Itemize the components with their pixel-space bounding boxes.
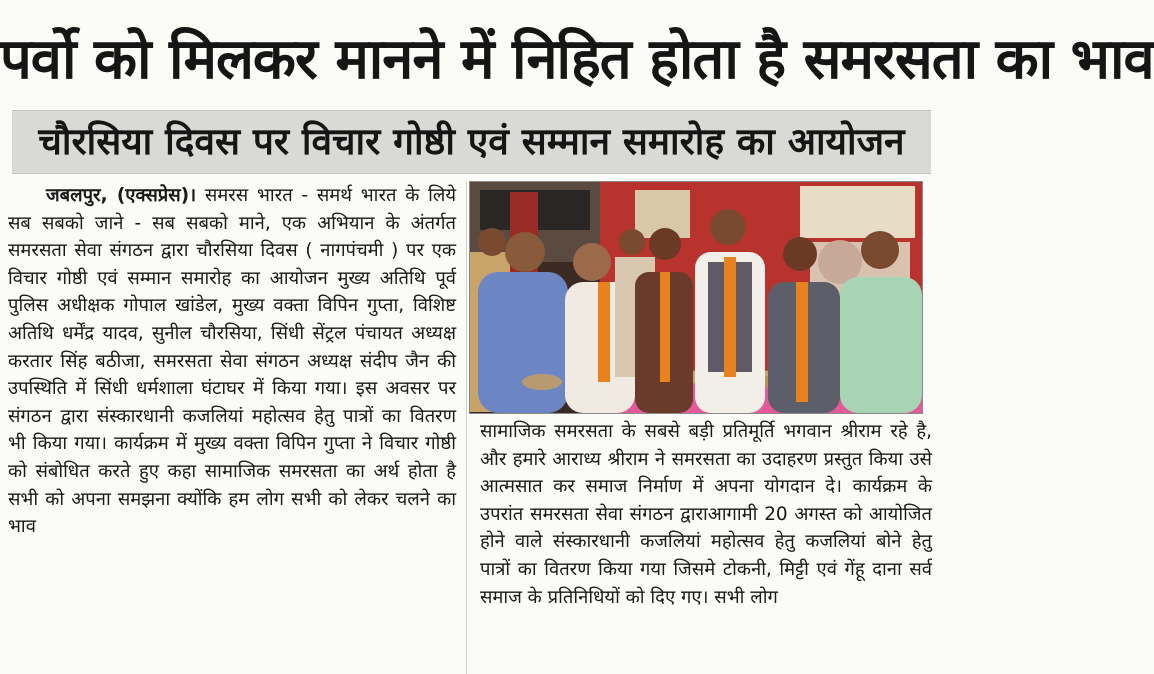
- article-text-left: समरस भारत - समर्थ भारत के लिये सब सबको जाने - सब सबको माने, एक अभियान के अंतर्गत समरसता सेवा संगठन द्वारा चौरसिया दिवस ( नागपंचमी ) पर एक विचार गोष्ठी एवं सम्मान समारोह का आयोजन मुख्य अतिथि पूर्व पुलिस अधीक्षक गोपाल खांडेल, मुख्य वक्ता विपिन गुप्ता, विशिष्ट अतिथि धर्मेंद्र यादव, सुनील चौरसिया, सिंधी सेंट्रल पंचायत अध्यक्ष करतार सिंह बठीजा, समरसता सेवा संगठन अध्यक्ष संदीप जैन की उपस्थिति में सिंधी धर्मशाला घंटाघर में किया गया। इस अवसर पर संगठन द्वारा संस्कारधानी कजलियां महोत्सव हेतु पात्रों का वितरण भी किया गया। कार्यक्रम में मुख्य वक्ता विपिन गुप्ता ने विचार गोष्ठी को संबोधित करते हुए कहा सामाजिक समरसता का अर्थ होता है सभी को अपना समझना क्योंकि हम लोग सभी को लेकर चलने का भाव: [8, 185, 456, 538]
- article-body-left: [8, 182, 456, 541]
- subheadline: चौरसिया दिवस पर विचार गोष्ठी एवं सम्मान समारोह का आयोजन: [38, 120, 905, 163]
- column-divider: [466, 182, 467, 674]
- dateline: जबलपुर, (एक्सप्रेस)।: [46, 185, 197, 206]
- subheadline-bar: [12, 110, 931, 174]
- article-column-right: [480, 418, 932, 674]
- event-photo: [469, 181, 923, 414]
- group-photo-icon: [470, 182, 922, 413]
- article-body-right: सामाजिक समरसता के सबसे बड़ी प्रतिमूर्ति भगवान श्रीराम रहे है, और हमारे आराध्य श्रीराम ने समरसता का उदाहरण प्रस्तुत किया उसे आत्मसात कर समाज निर्माण में अपना योगदान दे। कार्यक्रम के उपरांत समरसता सेवा संगठन द्वाराआगामी 20 अगस्त को आयोजित होने वाले संस्कारधानी कजलियां महोत्सव हेतु कजलियां बोने हेतु पात्रों का वितरण किया गया जिसमे टोकनी, मिट्टी एवं गेंहू दाना सर्व समाज के प्रतिनिधियों को दिए गए। सभी लोग: [480, 421, 932, 608]
- article-column-left: [8, 182, 456, 674]
- headline: पर्वो को मिलकर मानने में निहित होता है समरसता का भाव: [0, 27, 1154, 92]
